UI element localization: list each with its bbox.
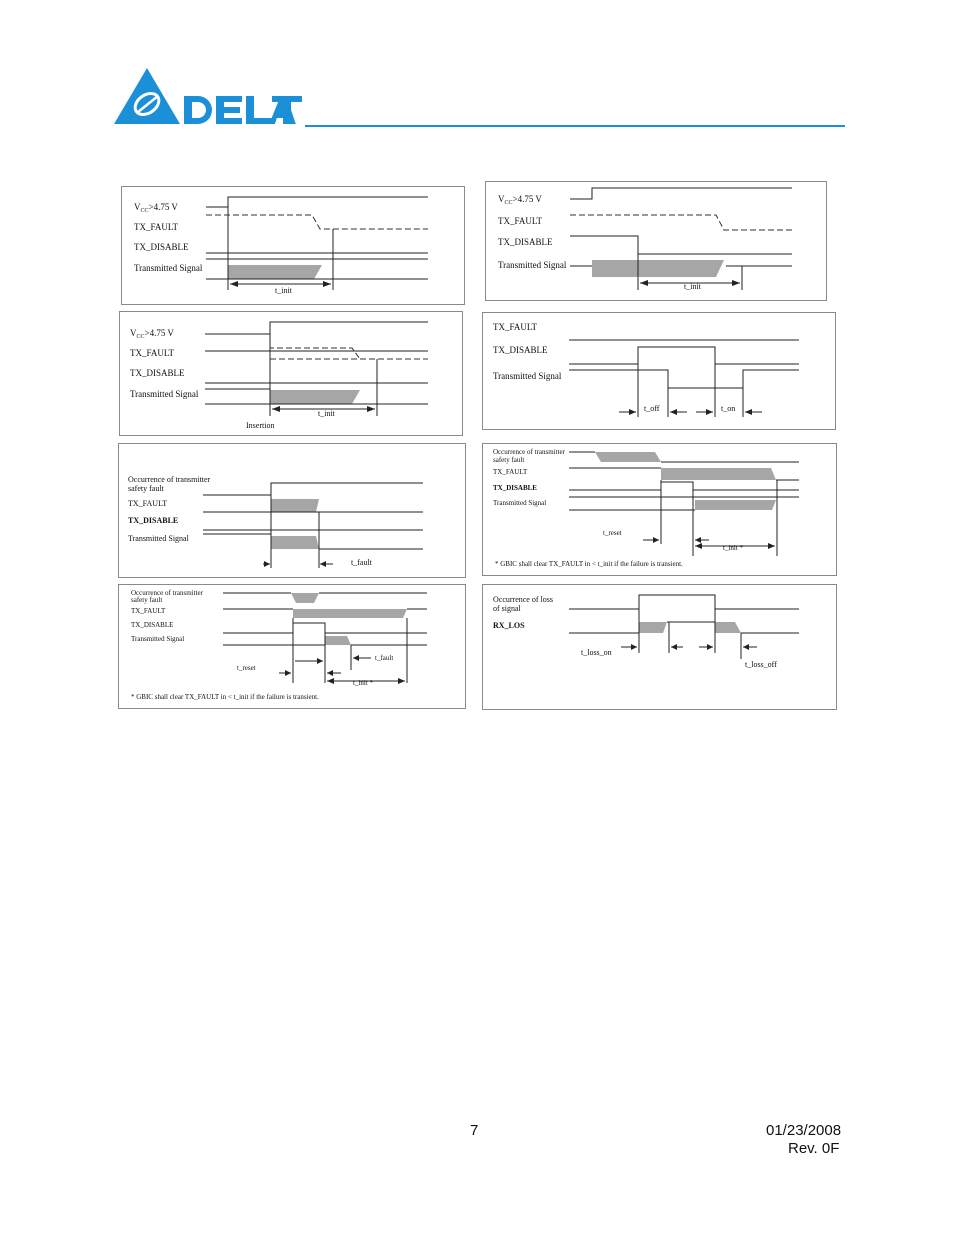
svg-text:Occurrence of transmitter: Occurrence of transmitter [493,448,565,456]
tx-signal-label: Transmitted Signal [134,263,203,273]
svg-text:TX_DISABLE: TX_DISABLE [498,237,553,247]
timing-diagram-tx-disable-toggle [482,312,836,430]
delta-logo [112,66,307,133]
svg-text:VCC>4.75 V: $V_{CC}>4.75$ V [130,328,174,340]
svg-text:t_fault: t_fault [375,654,394,662]
tx-fault-label: TX_FAULT [134,222,179,232]
svg-text:t_init: t_init [684,282,701,291]
timing-diagram-tx-disable-power-on [485,181,827,301]
gbic-note: * GBIC shall clear TX_FAULT in < t_init if the failure is transient. [495,560,683,568]
svg-text:Transmitted Signal: Transmitted Signal [493,499,547,507]
document-date: 01/23/2008 [766,1122,842,1139]
svg-text:Transmitted Signal: Transmitted Signal [128,534,189,543]
svg-text:t_reset: t_reset [603,529,622,537]
svg-text:TX_DISABLE: TX_DISABLE [493,484,537,492]
svg-text:t_fault: t_fault [351,558,372,567]
svg-text:TX_DISABLE: TX_DISABLE [493,345,548,355]
svg-text:TX_DISABLE: TX_DISABLE [131,621,174,629]
svg-text:RX_LOS: RX_LOS [493,621,525,630]
header-rule [305,125,845,127]
svg-text:t_loss_on: t_loss_on [581,648,612,657]
svg-text:safety fault: safety fault [493,456,525,464]
timing-diagram-power-on [121,186,465,305]
svg-text:Occurrence of transmitter: Occurrence of transmitter [131,589,203,597]
svg-text:Transmitted Signal: Transmitted Signal [131,635,185,643]
svg-text:t_off: t_off [644,404,660,413]
svg-text:t_on: t_on [721,404,736,413]
svg-text:TX_FAULT: TX_FAULT [131,607,166,615]
svg-text:Transmitted Signal: Transmitted Signal [130,389,199,399]
svg-text:safety fault: safety fault [131,596,163,604]
svg-text:VCC>4.75 V: $V_{CC}>4.75$ V [134,202,178,214]
svg-text:t_init: t_init [318,409,335,418]
svg-text:* GBIC shall clear TX_FAULT in: * GBIC shall clear TX_FAULT in < t_init if the failure is transient. [131,693,319,701]
timing-diagram-safety-fault [118,443,466,578]
timing-diagram-fault-reset [482,443,837,576]
svg-text:t_init *: t_init * [353,679,374,687]
svg-text:t_reset: t_reset [237,664,256,672]
insertion-label: Insertion [246,421,275,430]
svg-text:TX_FAULT: TX_FAULT [493,468,528,476]
t-init-label: t_init [275,286,292,295]
page-number: 7 [470,1122,479,1139]
svg-text:safety fault: safety fault [128,484,164,493]
svg-text:of signal: of signal [493,604,521,613]
timing-diagram-insertion [119,311,463,436]
tx-disable-label: TX_DISABLE [134,242,189,252]
svg-text:TX_FAULT: TX_FAULT [493,322,538,332]
timing-diagram-loss-of-signal [482,584,837,710]
svg-text:VCC>4.75 V: $V_{CC}>4.75$ V [498,194,542,206]
svg-text:TX_DISABLE: TX_DISABLE [128,516,179,525]
vcc-label: V [134,202,141,212]
svg-text:TX_FAULT: TX_FAULT [498,216,543,226]
svg-text:TX_DISABLE: TX_DISABLE [130,368,185,378]
svg-text:t_init *: t_init * [723,544,744,552]
svg-text:TX_FAULT: TX_FAULT [130,348,175,358]
svg-text:TX_FAULT: TX_FAULT [128,499,168,508]
svg-text:Transmitted Signal: Transmitted Signal [493,371,562,381]
document-revision: Rev. 0F [788,1140,840,1157]
timing-diagram-fault-reset-tfault [118,584,466,709]
svg-text:Occurrence of transmitter: Occurrence of transmitter [128,475,211,484]
svg-text:t_loss_off: t_loss_off [745,660,777,669]
svg-text:Transmitted Signal: Transmitted Signal [498,260,567,270]
svg-text:Occurrence of loss: Occurrence of loss [493,595,553,604]
